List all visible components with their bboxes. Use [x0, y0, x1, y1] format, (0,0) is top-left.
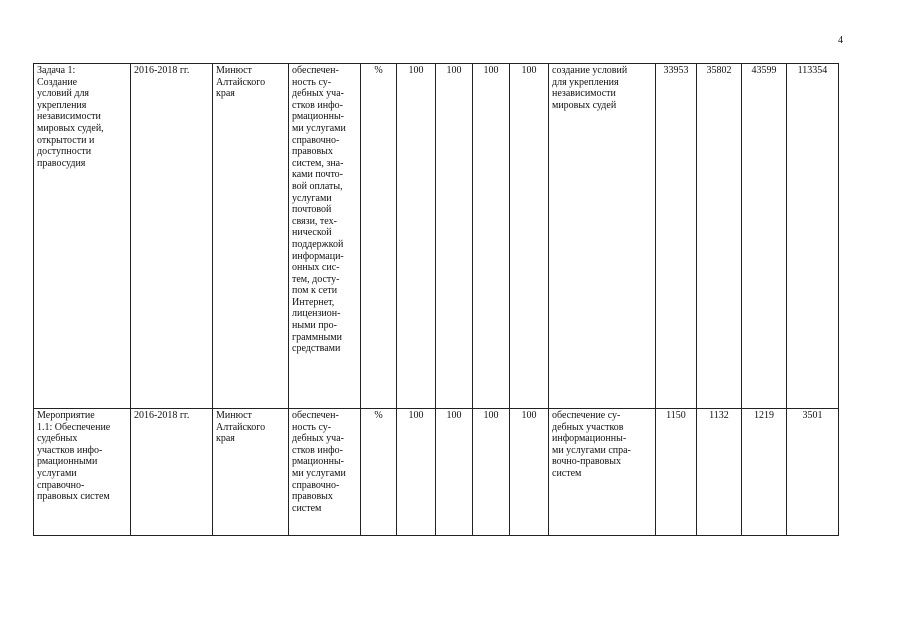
- table-row: [34, 64, 839, 409]
- executor-cell: [213, 64, 289, 409]
- task-cell: [34, 409, 131, 536]
- indicator-text: обеспечен- ность су- дебных уча- стков инфо- рмационны- ми услугами справочно- правовых систем, зна- ками почто- вой оплаты, услугами почтовой связи, тех- нической поддержкой информаци- онных сис- тем, досту- пом к сети Интернет, лицензион- ными про- граммными средствами: [292, 65, 346, 355]
- result-text: обеспечение су- дебных участков информационны- ми услугами спра- вочно-правовых систем: [552, 410, 631, 479]
- amount-cell: 113354: [787, 64, 839, 409]
- result-cell: [549, 409, 656, 536]
- indicator-cell: [289, 409, 361, 536]
- result-cell: [549, 64, 656, 409]
- period-text: 2016-2018 гг.: [134, 410, 190, 421]
- program-table: [33, 63, 839, 536]
- period-cell: [131, 64, 213, 409]
- executor-cell: [213, 409, 289, 536]
- executor-text: Минюст Алтайского края: [216, 410, 266, 445]
- value-cell: 100: [473, 409, 510, 536]
- value-cell: 100: [397, 409, 436, 536]
- amount-cell: 1219: [742, 409, 787, 536]
- amount-cell: 1132: [697, 409, 742, 536]
- value-cell: 100: [436, 409, 473, 536]
- amount-cell: 43599: [742, 64, 787, 409]
- unit-cell: [361, 409, 397, 536]
- value-cell: 100: [473, 64, 510, 409]
- value-cell: 100: [397, 64, 436, 409]
- task-text: Мероприятие 1.1: Обеспечение судебных участков инфо- рмационными услугами справочно- правовых систем: [37, 410, 111, 503]
- indicator-cell: [289, 64, 361, 409]
- indicator-text: обеспечен- ность су- дебных уча- стков инфо- рмационны- ми услугами справочно- правовых систем: [292, 410, 346, 514]
- page-number: 4: [838, 35, 843, 46]
- unit-text: %: [374, 65, 383, 76]
- value-cell: 100: [510, 64, 549, 409]
- value-cell: 100: [510, 409, 549, 536]
- task-cell: [34, 64, 131, 409]
- task-text: Задача 1: Создание условий для укрепления независимости мировых судей, открытости и доступности правосудия: [37, 65, 104, 169]
- amount-cell: 35802: [697, 64, 742, 409]
- amount-cell: 33953: [656, 64, 697, 409]
- period-cell: [131, 409, 213, 536]
- table-row: [34, 409, 839, 536]
- result-text: создание условий для укрепления независимости мировых судей: [552, 65, 628, 111]
- amount-cell: 1150: [656, 409, 697, 536]
- unit-cell: [361, 64, 397, 409]
- value-cell: 100: [436, 64, 473, 409]
- amount-cell: 3501: [787, 409, 839, 536]
- unit-text: %: [374, 410, 383, 421]
- executor-text: Минюст Алтайского края: [216, 65, 266, 100]
- period-text: 2016-2018 гг.: [134, 65, 190, 76]
